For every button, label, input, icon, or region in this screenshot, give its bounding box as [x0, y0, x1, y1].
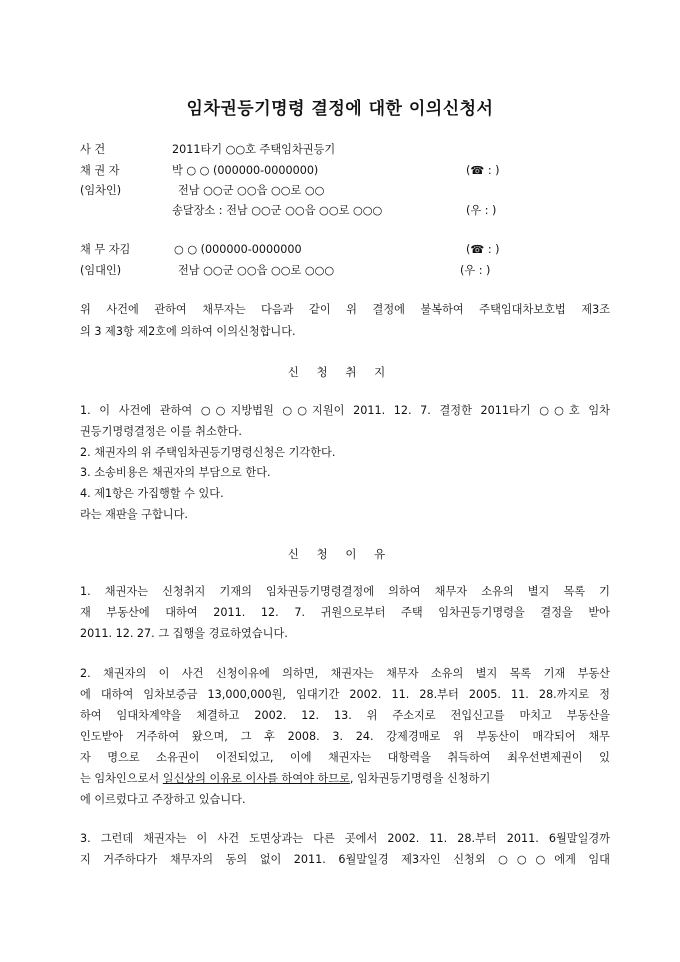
debtor-role: (임대인): [80, 264, 122, 277]
purpose-line: 4. 제1항은 가집행할 수 있다.: [80, 487, 224, 500]
reason2-line: 2. 채권자의 이 사건 신청이유에 의하면, 채권자는 채무자 소유의 별지 목록 기재 부동산: [80, 667, 610, 680]
case-label: 사 건: [80, 143, 106, 156]
creditor-tel: (☎ : ): [466, 164, 500, 177]
purpose-line: 2. 채권자의 위 주택임차권등기명령신청은 기각한다.: [80, 446, 336, 459]
creditor-zip: (우 : ): [466, 204, 497, 217]
reason2-line: 에 대하여 임차보증금 13,000,000원, 임대기간 2002. 11. 28.부터 2005. 11. 28.까지로 정: [80, 688, 610, 701]
underlined-text: 일신상의 이유로 이사를 하여야 하므로: [162, 772, 350, 785]
reason2-text: 는 임차인으로서: [80, 772, 163, 785]
reason3-line: 지 거주하다가 채무자의 동의 없이 2011. 6월말일경 제3자인 신청외 ○○○에게 임대: [80, 853, 610, 866]
intro-line: 의 3 제3항 제2호에 의하여 이의신청합니다.: [80, 325, 296, 338]
reason1-line: 2011. 12. 27. 그 집행을 경료하였습니다.: [80, 627, 288, 640]
debtor-zip: (우 : ): [460, 264, 491, 277]
reason1-line: 1. 채권자는 신청취지 기재의 임차권등기명령결정에 의하여 채무자 소유의 별지 목록 기: [80, 585, 610, 598]
creditor-role: (임차인): [80, 184, 122, 197]
debtor-tel: (☎ : ): [466, 243, 500, 256]
purpose-line: 3. 소송비용은 채권자의 부담으로 한다.: [80, 466, 271, 479]
creditor-address: 전남 ○○군 ○○읍 ○○로 ○○: [178, 184, 325, 197]
creditor-label: 채 권 자: [80, 164, 120, 177]
debtor-address: 전남 ○○군 ○○읍 ○○로 ○○○: [178, 264, 335, 277]
creditor-name: 박 ○ ○ (000000-0000000): [172, 164, 319, 177]
reason2-line-underlined: [80, 772, 610, 786]
reason2-text: , 임차권등기명령을 신청하기: [349, 772, 491, 785]
intro-line: 위 사건에 관하여 채무자는 다음과 같이 위 결정에 불복하여 주택임대차보호법 제3조: [80, 303, 610, 316]
reason2-line: 에 이르렀다고 주장하고 있습니다.: [80, 793, 246, 806]
debtor-name: ○ ○ (000000-0000000: [174, 243, 302, 256]
creditor-delivery-address: 송달장소 : 전남 ○○군 ○○읍 ○○로 ○○○: [172, 204, 383, 217]
document-title: 임차권등기명령 결정에 대한 이의신청서: [186, 99, 494, 119]
purpose-line: 권등기명령결정은 이를 취소한다.: [80, 425, 242, 438]
purpose-heading: 신 청 취 지: [287, 365, 393, 379]
reason2-line: 자 명으로 소유권이 이전되었고, 이에 채권자는 대항력을 취득하여 최우선변제권이 있: [80, 751, 610, 764]
reason2-line: 하여 임대차계약을 체결하고 2002. 12. 13. 위 주소지로 전입신고를 마치고 부동산을: [80, 709, 610, 722]
reason2-line: 인도받아 거주하여 왔으며, 그 후 2008. 3. 24. 강제경매로 위 부동산이 매각되어 채무: [80, 730, 610, 743]
purpose-line: 1. 이 사건에 관하여 ○○지방법원 ○○지원이 2011. 12. 7. 결정한 2011타기 ○○호 임차: [80, 404, 610, 417]
debtor-label: 채 무 자김: [80, 243, 131, 256]
case-value: 2011타기 ○○호 주택임차권등기: [172, 143, 336, 156]
purpose-line: 라는 재판을 구합니다.: [80, 508, 188, 521]
reason1-line: 재 부동산에 대하여 2011. 12. 7. 귀원으로부터 주택 임차권등기명령을 결정을 받아: [80, 606, 610, 619]
reason-heading: 신 청 이 유: [287, 547, 393, 561]
reason3-line: 3. 그런데 채권자는 이 사건 도면상과는 다른 곳에서 2002. 11. 28.부터 2011. 6월말일경까: [80, 832, 610, 845]
